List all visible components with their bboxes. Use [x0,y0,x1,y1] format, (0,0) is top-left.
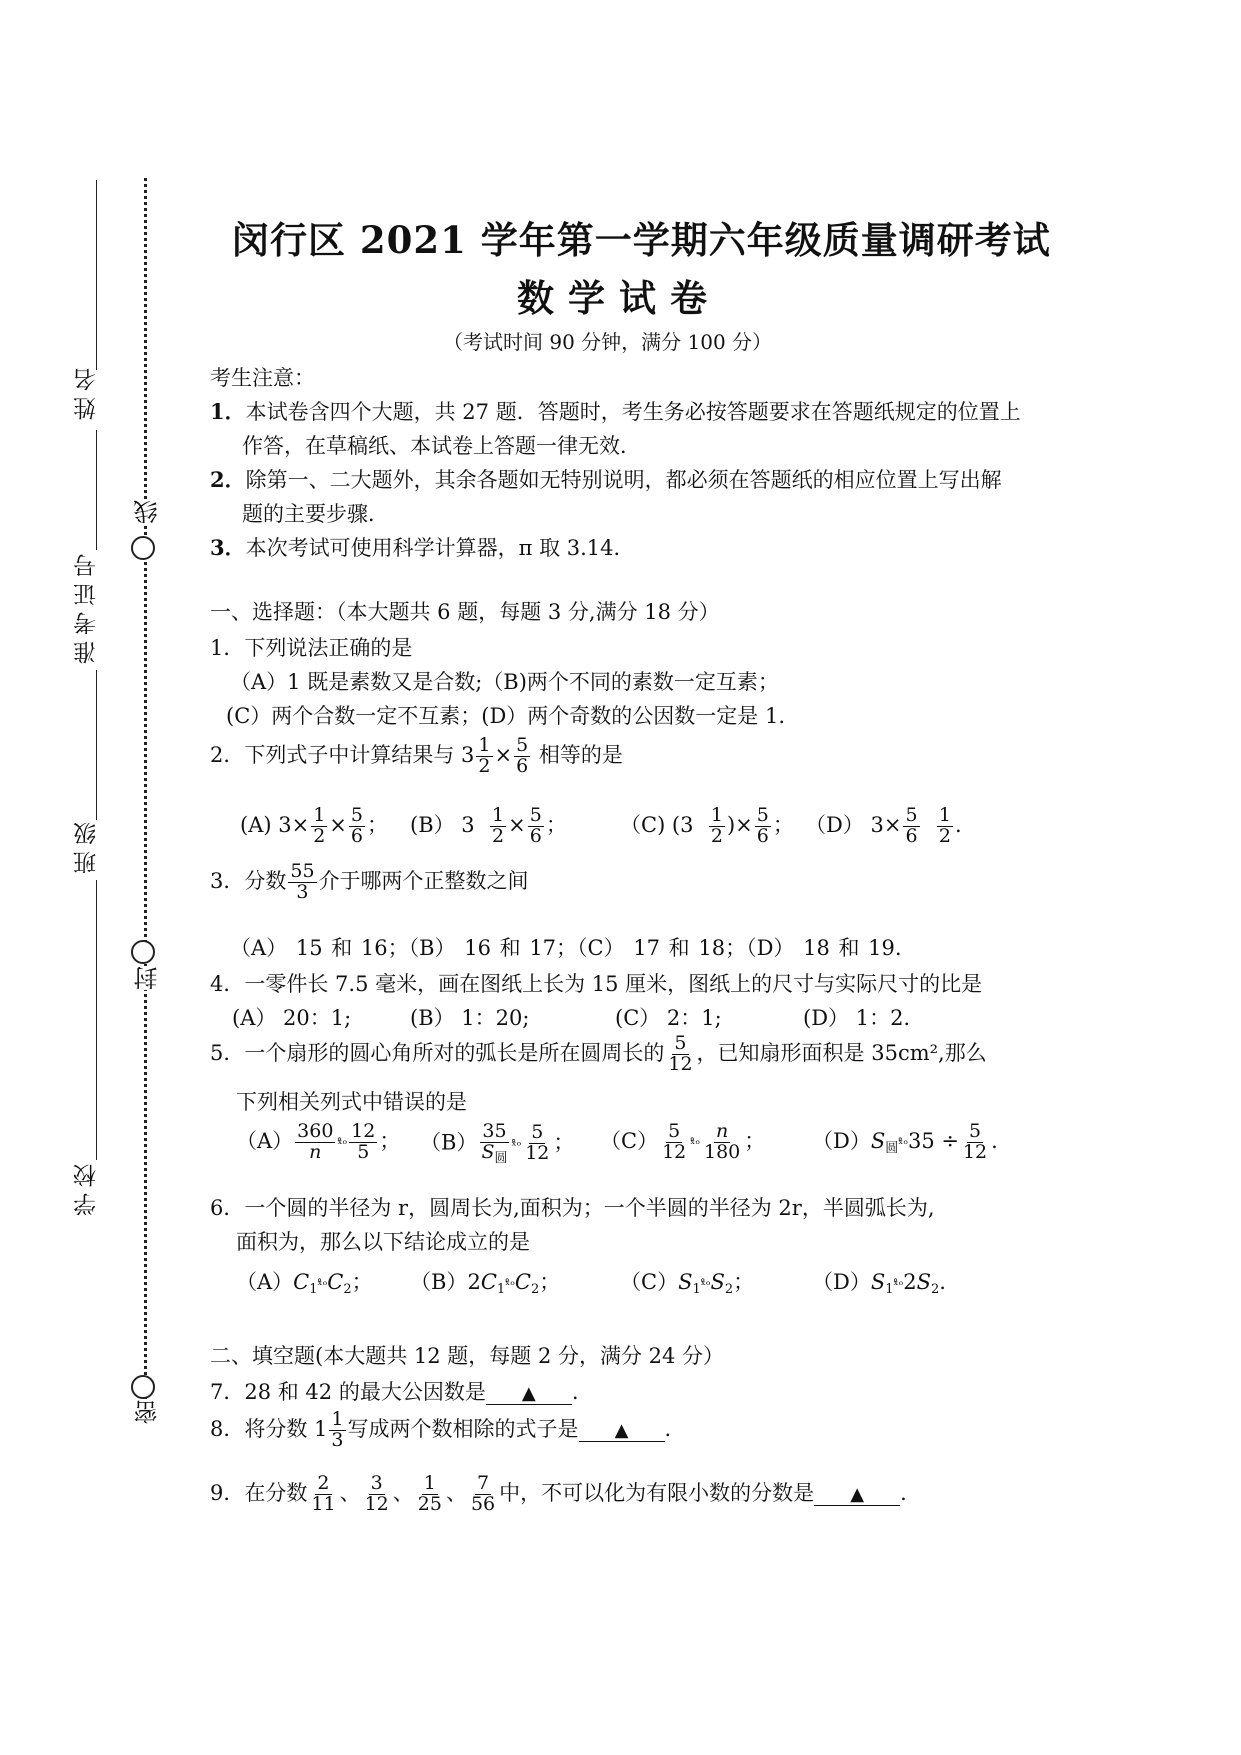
q2-option-c: （C) (3 $\frac{1}{2}$ )× $\frac{5}{6}$ ； [620,804,794,847]
seal-ring-icon [131,536,155,560]
fraction: $\frac{1}{2}$ [478,734,491,777]
class-underline [96,670,97,820]
q8-stem-suffix: 写成两个数相除的式子是 [347,1416,579,1441]
option-label: （C) (3 [620,812,694,837]
fraction: $\frac{5}{6}$ [516,734,529,777]
fraction: $\frac{1}{2}$ [710,804,723,847]
fraction: $\frac{2}{11}$ [311,1472,336,1515]
q5-stem-suffix: ，已知扇形面积是 35cm²,那么 [696,1040,987,1065]
fraction: $\frac{5}{6}$ [529,804,542,847]
option-label: （A） [236,1128,294,1153]
section1-heading: 一、选择题：（本大题共 6 题，每题 3 分,满分 18 分） [210,600,720,624]
q6-option-b: $(B)2C_1ˣ̊ᵒC_2$； [410,1270,561,1297]
option-label: (A) 3× [240,812,310,837]
notice-item-2-cont: 题的主要步骤． [242,502,389,526]
exam-title: 闵行区 2021 学年第一学期六年级质量调研考试 [232,218,1051,262]
q6-option-c: $(C)S_1ˣ̊ᵒS_2$； [620,1270,755,1297]
q2-stem-suffix: 相等的是 [532,742,623,767]
q1-options-line1: （A）1 既是素数又是合数;（B)两个不同的素数一定互素； [230,670,779,694]
fraction: $\frac{5}{6}$ [905,804,918,847]
option-label: （C） [620,1270,679,1294]
fraction: $\frac{1}{25}$ [417,1472,442,1515]
q9: 9．在分数 $\frac{2}{11}$ 、 $\frac{3}{12}$ 、 $\frac{1}{25}$ 、 $\frac{7}{56}$ 中，不可以化为有限小数的分数是 ▲ . [210,1472,907,1515]
seal-char-xian: 线 [130,500,165,524]
q6-stem: 6．一个圆的半径为 r，圆周长为,面积为；一个半圆的半径为 2r，半圆弧长为, [210,1196,935,1220]
section2-heading: 二、填空题(本大题共 12 题，每题 2 分，满分 24 分） [210,1344,725,1368]
q9-stem-prefix: 9．在分数 [210,1480,308,1505]
q4-option-b: (B） 1：20; [410,1006,530,1030]
notice-number: 2． [210,467,246,492]
q1-stem: 1．下列说法正确的是 [210,636,413,660]
notice-item-1 [210,396,1021,426]
notice-number: 3． [210,535,246,560]
q8: 8．将分数 1 $\frac{1}{3}$ 写成两个数相除的式子是 ▲ . [210,1408,672,1451]
fraction: $\frac{1}{3}$ [331,1408,344,1451]
class-label: 班级 [74,816,100,874]
answer-blank: ▲ [579,1420,665,1442]
q9-stem-suffix: 中，不可以化为有限小数的分数是 [499,1480,815,1505]
q7-stem: 7．28 和 42 的最大公因数是 [210,1380,486,1404]
q2-option-a: (A) 3× $\frac{1}{2}$ × $\frac{5}{6}$ ； [240,804,388,847]
q3-stem [210,862,529,903]
notice-number: 1． [210,399,246,424]
option-label: （B） [410,1270,468,1294]
answer-blank: ▲ [814,1484,900,1506]
fraction: $\frac{5}{12}$ [525,1121,550,1165]
q7: 7．28 和 42 的最大公因数是 ▲ . [210,1380,579,1404]
notice-text: 除第一、二大题外，其余各题如无特别说明，都必须在答题纸的相应位置上写出解 [245,468,1002,492]
q2-option-d: （D） 3× $\frac{5}{6}$ $\frac{1}{2}$ . [805,804,962,847]
binding-margin [0,0,170,1755]
fraction: $\frac{1}{2}$ [313,804,326,847]
name-label: 姓名 [74,362,100,420]
q6-stem-line2: 面积为，那么以下结论成立的是 [236,1230,530,1254]
exam-id-label: 准考证号 [74,548,100,664]
name-underline [96,180,97,370]
q2-stem: 2．下列式子中计算结果与 3 $\frac{1}{2}$ × $\frac{5}{6}$ 相等的是 [210,734,623,777]
fraction: $\frac{55}{3}$ [290,860,315,903]
notice-heading: 考生注意： [210,366,315,390]
option-label: （D） [812,1270,871,1294]
q6-option-d: $(D)S_1ˣ̊ᵒ2S_2$. [812,1270,946,1297]
option-label: （D） [812,1128,871,1153]
answer-blank: ▲ [486,1383,572,1405]
fraction: $\frac{12}{5}$ [351,1120,376,1163]
q5-stem-line2: 下列相关列式中错误的是 [236,1090,467,1114]
fraction: $\frac{7}{56}$ [470,1472,496,1515]
option-label: （A） [236,1270,294,1294]
fraction: $\frac{1}{2}$ [938,804,952,847]
seal-char-feng: 封 [130,966,165,990]
q5-stem [210,1034,987,1075]
q1-options-line2: (C）两个合数一定不互素；(D）两个奇数的公因数一定是 1. [226,704,785,728]
notice-text: 本次考试可使用科学计算器，π 取 3.14． [245,536,635,560]
fraction: $\frac{3}{12}$ [364,1472,389,1515]
q3-stem-suffix: 介于哪两个正整数之间 [318,868,529,893]
seal-char-mi: 密 [130,1400,165,1424]
notice-item-3 [210,532,635,562]
fraction: $\frac{360}{n}$ [297,1120,334,1163]
q4-option-d: (D） 1：2. [803,1006,911,1030]
fraction: $\frac{5}{12}$ [662,1120,687,1163]
q3-options: （A） 15 和 16；（B） 16 和 17；（C） 17 和 18；（D） 18 和 19. [230,936,902,960]
option-label: （C） [600,1128,659,1153]
fraction: $\frac{1}{2}$ [492,804,505,847]
exam-id-underline [96,430,97,550]
fraction: $\frac{5}{6}$ [756,804,769,847]
q5-option-b: （B） $\frac{35}{S_圆}$ ˣ̊ᵒ $\frac{5}{12}$ ； [420,1120,575,1166]
option-label: (B） 3 [410,812,475,837]
q4-option-c: (C） 2：1; [615,1006,722,1030]
notice-item-2 [210,464,1002,494]
notice-item-1-cont: 作答，在草稿纸、本试卷上答题一律无效． [242,434,641,458]
q4-stem: 4．一零件长 7.5 毫米，画在图纸上长为 15 厘米，图纸上的尺寸与实际尺寸的比是 [210,972,983,996]
school-underline [96,880,97,1160]
fraction: $\frac{5}{12}$ [962,1120,988,1163]
q4-option-a: (A） 20：1; [232,1006,352,1030]
q5-stem-prefix: 5．一个扇形的圆心角所对的弧长是所在圆周长的 [210,1040,665,1065]
q6-option-a: $(A)C_1ˣ̊ᵒC_2$； [236,1270,373,1297]
q8-stem-prefix: 8．将分数 1 [210,1416,328,1441]
q2-stem-prefix: 2．下列式子中计算结果与 3 [210,742,475,767]
notice-text: 本试卷含四个大题，共 27 题．答题时，考生务必按答题要求在答题纸规定的位置上 [245,400,1021,424]
fraction: $\frac{35}{S_圆}$ [481,1120,508,1166]
fraction: $\frac{n}{180}$ [703,1120,741,1163]
school-label: 学校 [74,1158,100,1216]
option-label: （D） 3× [805,812,902,837]
option-label: （B） [420,1130,478,1155]
fraction: $\frac{5}{12}$ [668,1032,693,1075]
exam-subtitle: 数学试卷 [517,276,721,320]
q5-option-a: （A） $\frac{360}{n}$ ˣ̊ᵒ $\frac{12}{5}$ ； [236,1120,401,1163]
seal-ring-icon [131,1375,155,1399]
q3-stem-prefix: 3．分数 [210,868,287,893]
fraction: $\frac{5}{6}$ [350,804,363,847]
duration-note: （考试时间 90 分钟，满分 100 分） [443,330,773,354]
q2-option-b: (B） 3 $\frac{1}{2}$ × $\frac{5}{6}$ ； [410,804,567,847]
q5-option-d: $(D)S_圆ˣ̊ᵒ35$ ÷ $\frac{5}{12}$ . [812,1120,998,1163]
seal-ring-icon [131,940,155,964]
q5-option-c: （C） $\frac{5}{12}$ ˣ̊ᵒ $\frac{n}{180}$ ； [600,1120,766,1163]
seal-dotted-line [144,178,147,1423]
